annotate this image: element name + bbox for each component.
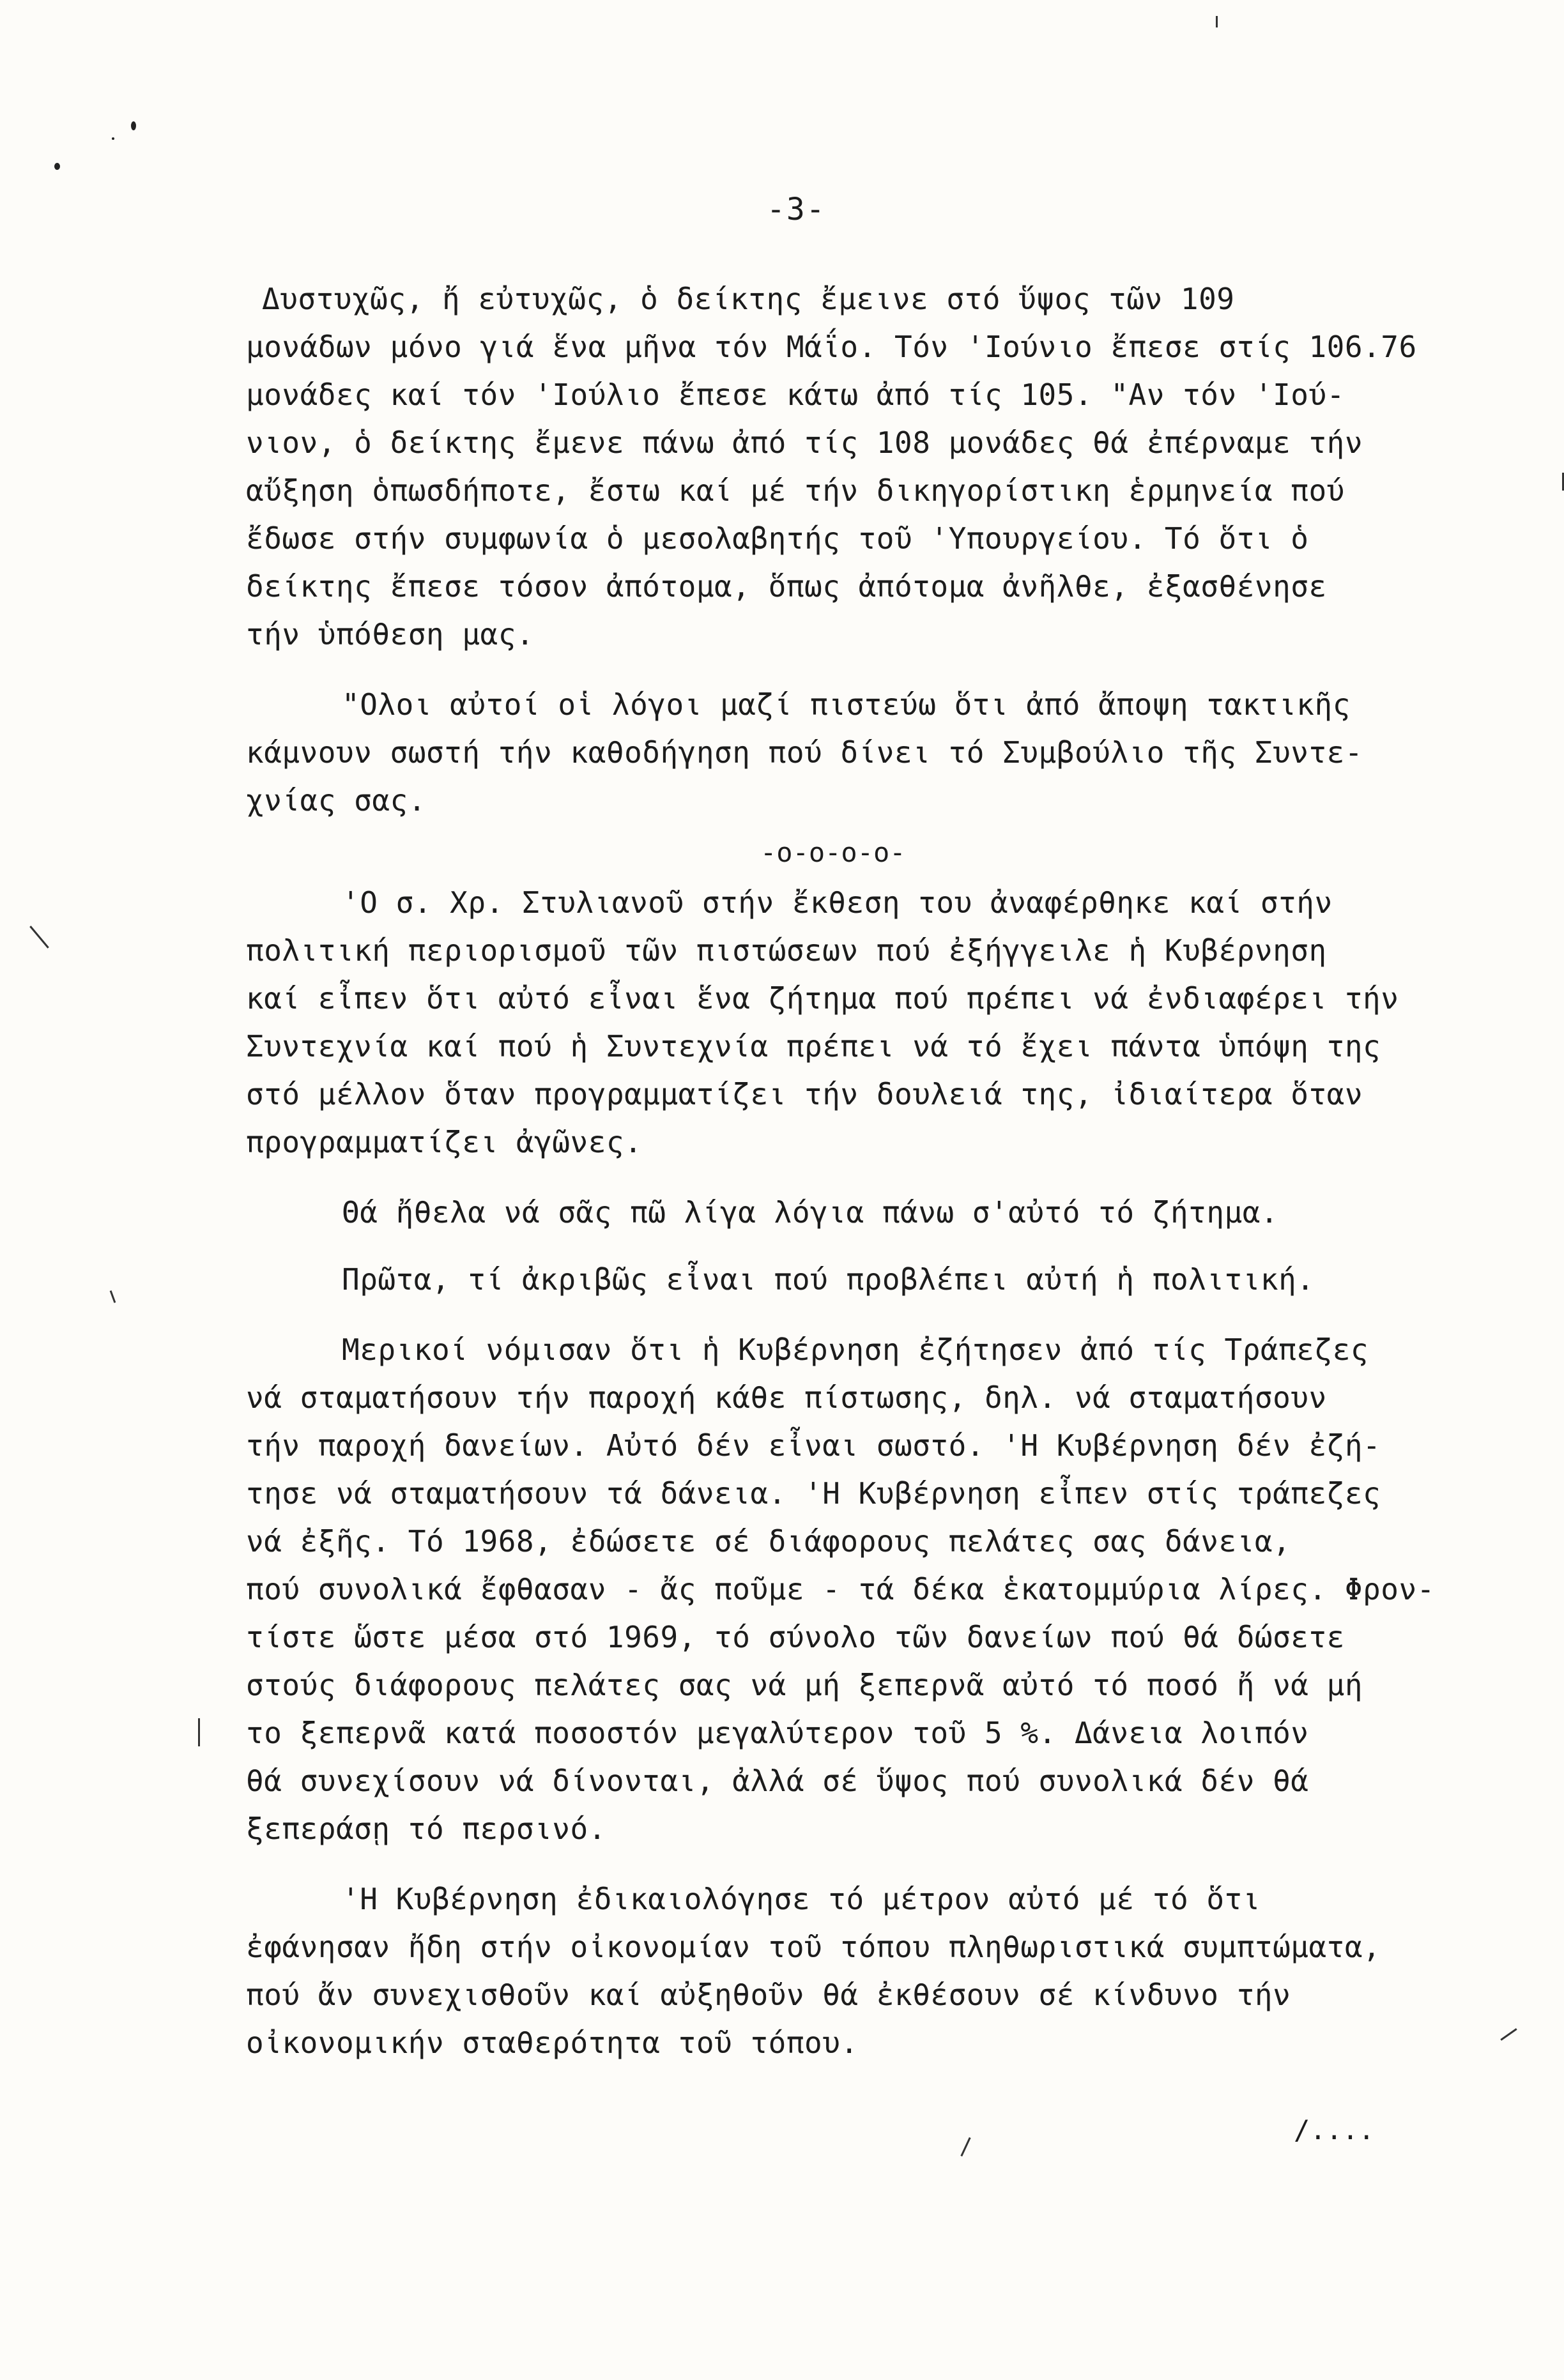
text-line: θά συνεχίσουν νά δίνονται, ἀλλά σέ ὕψος πού συνολικά δέν θά [246,1764,1309,1798]
text-line: προγραμματίζει ἀγῶνες. [246,1125,643,1159]
text-line: αὔξηση ὁπωσδήποτε, ἔστω καί μέ τήν δικηγορίστικη ἑρμηνεία πού [246,473,1345,508]
continuation-mark: /.... [1294,2114,1375,2146]
text-line: δείκτης ἔπεσε τόσον ἀπότομα, ὅπως ἀπότομα ἀνῆλθε, ἐξασθένησε [246,569,1327,604]
text-line: 'Η Κυβέρνηση ἐδικαιολόγησε τό μέτρον αὐτό μέ τό ὅτι [342,1882,1261,1916]
text-line: το ξεπερνᾶ κατά ποσοστόν μεγαλύτερον τοῦ 5 %. Δάνεια λοιπόν [246,1716,1309,1750]
text-line: πού συνολικά ἔφθασαν - ἄς ποῦμε - τά δέκα ἑκατομμύρια λίρες. Φρον- [246,1572,1435,1606]
scan-mark [110,1290,116,1303]
text-line: οἰκονομικήν σταθερότητα τοῦ τόπου. [246,2025,859,2060]
text-line: κάμνουν σωστή τήν καθοδήγηση πού δίνει τό Συμβούλιο τῆς Συντε- [246,735,1363,770]
scan-speck [54,163,60,170]
text-line: Μερικοί νόμισαν ὅτι ἡ Κυβέρνηση ἐζήτησεν ἀπό τίς Τράπεζες [342,1332,1369,1367]
text-line: μονάδες καί τόν 'Ιούλιο ἔπεσε κάτω ἀπό τίς 105. "Αν τόν 'Ιού- [246,378,1345,412]
text-line: Δυστυχῶς, ἤ εὐτυχῶς, ὁ δείκτης ἔμεινε στό ὕψος τῶν 109 [262,282,1235,316]
text-line: νά ἐξῆς. Τό 1968, ἐδώσετε σέ διάφορους πελάτες σας δάνεια, [246,1524,1291,1559]
scan-mark [29,926,49,949]
text-line: ξεπεράσῃ τό περσινό. [246,1812,606,1846]
text-line: νιον, ὁ δείκτης ἔμενε πάνω ἀπό τίς 108 μονάδες θά ἐπέρναμε τήν [246,425,1363,460]
text-line: τήν ὑπόθεση μας. [246,617,535,652]
text-line: τίστε ὥστε μέσα στό 1969, τό σύνολο τῶν δανείων πού θά δώσετε [246,1620,1345,1654]
text-line: "Ολοι αὐτοί οἱ λόγοι μαζί πιστεύω ὅτι ἀπό ἄποψη τακτικῆς [342,687,1351,722]
text-line: καί εἶπεν ὅτι αὐτό εἶναι ἕνα ζήτημα πού πρέπει νά ἐνδιαφέρει τήν [246,981,1399,1016]
text-line: Θά ἤθελα νά σᾶς πῶ λίγα λόγια πάνω σ'αὐτό τό ζήτημα. [342,1195,1279,1230]
scan-mark [960,2137,970,2156]
text-line: Συντεχνία καί πού ἡ Συντεχνία πρέπει νά τό ἔχει πάντα ὑπόψη της [246,1029,1381,1064]
text-line: στούς διάφορους πελάτες σας νά μή ξεπερνᾶ αὐτό τό ποσό ἤ νά μή [246,1668,1363,1702]
text-line: τήν παροχή δανείων. Αὐτό δέν εἶναι σωστό. 'Η Κυβέρνηση δέν ἐζή- [246,1428,1381,1463]
scan-speck [112,137,114,140]
text-line: μονάδων μόνο γιά ἕνα μῆνα τόν Μάΐο. Τόν 'Ιούνιο ἔπεσε στίς 106.76 [246,330,1417,364]
scan-mark [1500,2028,1517,2041]
scan-mark [1216,16,1218,27]
page-number: -3- [767,192,826,227]
text-line: χνίας σας. [246,783,426,818]
text-line: νά σταματήσουν τήν παροχή κάθε πίστωσης, δηλ. νά σταματήσουν [246,1380,1327,1415]
text-line: πού ἄν συνεχισθοῦν καί αὐξηθοῦν θά ἐκθέσουν σέ κίνδυνο τήν [246,1978,1291,2012]
text-line: Πρῶτα, τί ἀκριβῶς εἶναι πού προβλέπει αὐτή ἡ πολιτική. [342,1262,1315,1297]
scan-mark [198,1718,200,1746]
text-line: ἔδωσε στήν συμφωνία ὁ μεσολαβητής τοῦ 'Υπουργείου. Τό ὅτι ὁ [246,521,1309,556]
text-line: στό μέλλον ὅταν προγραμματίζει τήν δουλειά της, ἰδιαίτερα ὅταν [246,1077,1363,1111]
scan-speck [131,121,136,130]
section-separator: -o-o-o-o- [760,837,906,868]
text-line: τησε νά σταματήσουν τά δάνεια. 'Η Κυβέρνηση εἶπεν στίς τράπεζες [246,1476,1381,1511]
text-line: πολιτική περιορισμοῦ τῶν πιστώσεων πού ἐξήγγειλε ἡ Κυβέρνηση [246,933,1327,968]
text-line: 'Ο σ. Χρ. Στυλιανοῦ στήν ἔκθεση του ἀναφέρθηκε καί στήν [342,885,1333,920]
text-line: ἐφάνησαν ἤδη στήν οἰκονομίαν τοῦ τόπου πληθωριστικά συμπτώματα, [246,1930,1381,1964]
